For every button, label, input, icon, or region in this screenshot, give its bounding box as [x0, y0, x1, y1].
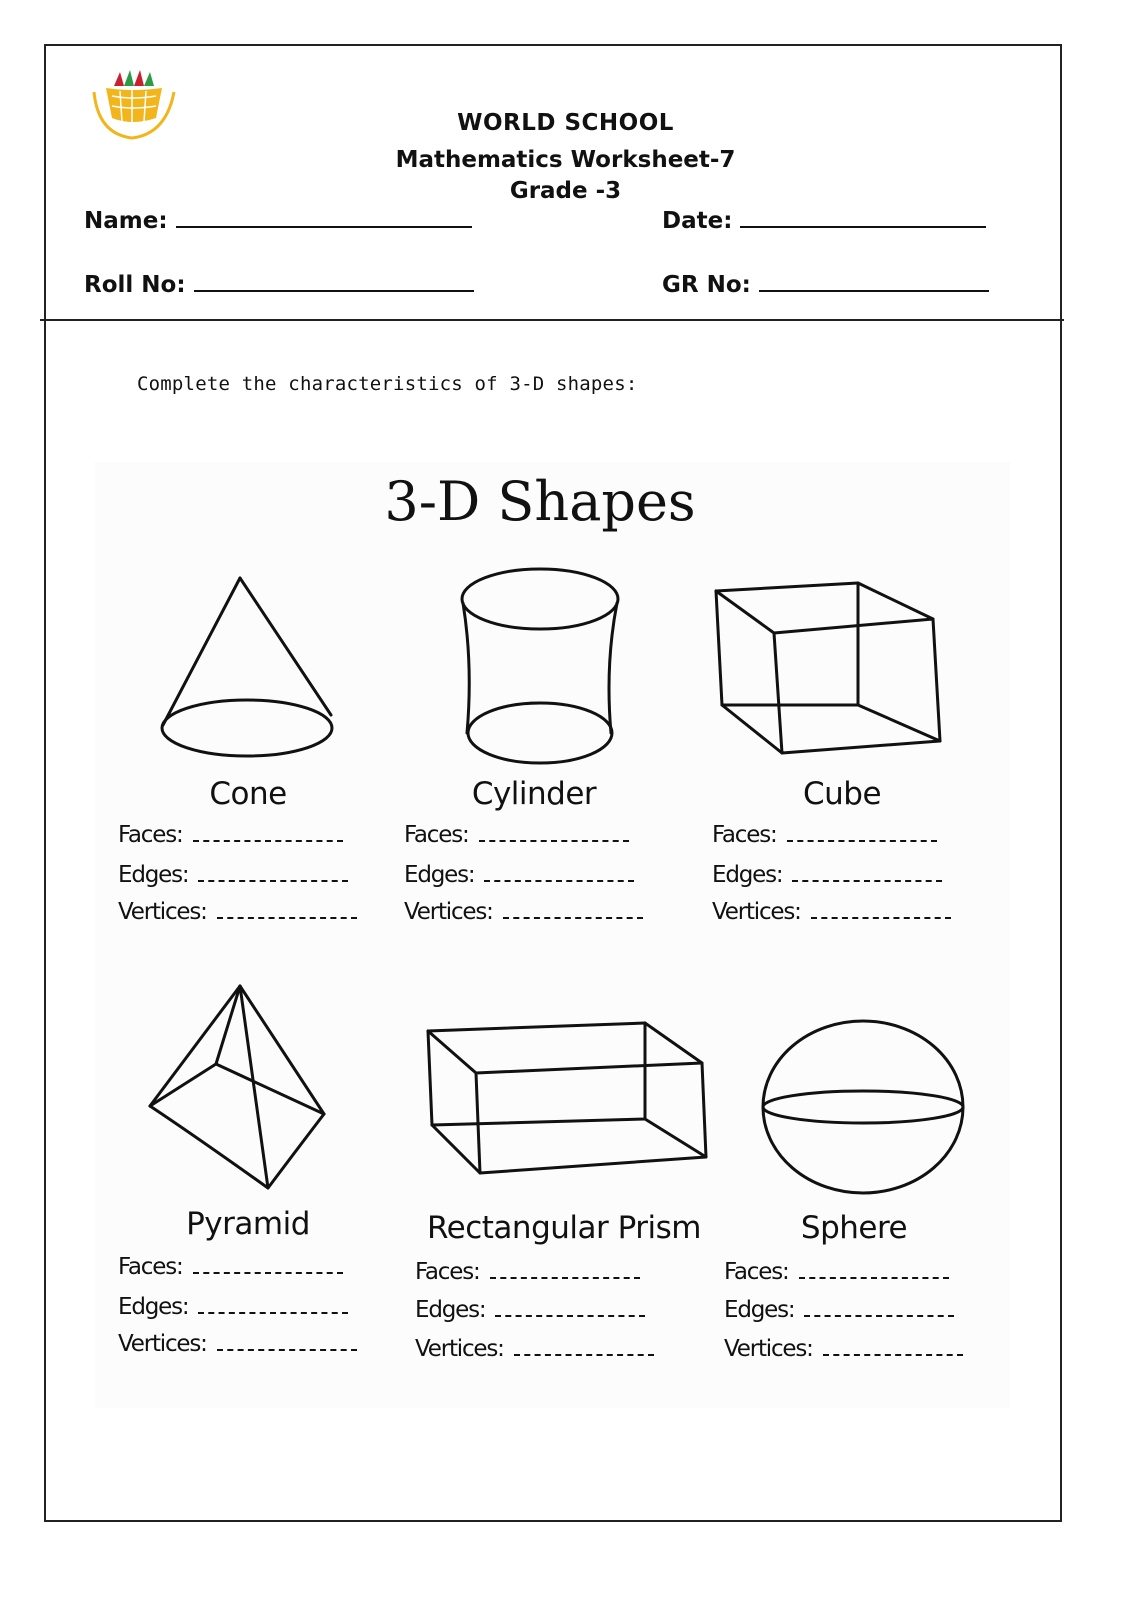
school-name: WORLD SCHOOL [457, 110, 674, 136]
shape-name-cylinder: Cylinder [471, 776, 597, 812]
sphere-edges: Edges: [724, 1297, 954, 1323]
cylinder-edges-blank[interactable] [484, 866, 634, 882]
cube-faces-blank[interactable] [787, 826, 937, 842]
gr-field [662, 272, 989, 298]
date-blank[interactable] [740, 208, 986, 228]
sphere-edges-blank[interactable] [804, 1301, 954, 1317]
pyramid-vertices-blank[interactable] [217, 1335, 357, 1351]
name-blank[interactable] [176, 208, 472, 228]
cylinder-faces-blank[interactable] [479, 826, 629, 842]
cone-drawing [155, 570, 340, 765]
rectangular-prism-vertices-blank[interactable] [514, 1340, 654, 1356]
cube-edges-blank[interactable] [792, 866, 942, 882]
rectangular-prism-faces: Faces: [415, 1259, 640, 1285]
shape-name-sphere: Sphere [800, 1210, 908, 1246]
cube-faces: Faces: [712, 822, 937, 848]
cube-edges: Edges: [712, 862, 942, 888]
worksheet-grade: Grade -3 [509, 178, 622, 204]
shape-name-pyramid: Pyramid [186, 1206, 310, 1242]
cone-faces-blank[interactable] [193, 826, 343, 842]
cone-faces: Faces: [118, 822, 343, 848]
date-label: Date: [662, 208, 733, 234]
gr-label: GR No: [662, 272, 751, 298]
rectangular-prism-drawing [420, 1015, 710, 1180]
worksheet-subject: Mathematics Worksheet-7 [395, 147, 736, 173]
header-divider [40, 319, 1064, 321]
roll-label: Roll No: [84, 272, 186, 298]
roll-blank[interactable] [194, 272, 474, 292]
pyramid-vertices: Vertices: [118, 1331, 357, 1357]
pyramid-edges: Edges: [118, 1294, 348, 1320]
cone-edges-blank[interactable] [198, 866, 348, 882]
cylinder-drawing [455, 565, 625, 770]
sphere-vertices: Vertices: [724, 1336, 963, 1362]
pyramid-drawing [138, 978, 333, 1193]
cylinder-edges: Edges: [404, 862, 634, 888]
gr-blank[interactable] [759, 272, 989, 292]
cone-vertices-blank[interactable] [217, 903, 357, 919]
sphere-faces: Faces: [724, 1259, 949, 1285]
name-label: Name: [84, 208, 168, 234]
cone-edges: Edges: [118, 862, 348, 888]
cylinder-vertices-blank[interactable] [503, 903, 643, 919]
sphere-drawing [755, 1015, 975, 1200]
rectangular-prism-vertices: Vertices: [415, 1336, 654, 1362]
rectangular-prism-edges: Edges: [415, 1297, 645, 1323]
cube-vertices-blank[interactable] [811, 903, 951, 919]
pyramid-faces-blank[interactable] [193, 1258, 343, 1274]
cube-vertices: Vertices: [712, 899, 951, 925]
cone-vertices: Vertices: [118, 899, 357, 925]
shape-name-rectangular-prism: Rectangular Prism [427, 1210, 701, 1246]
shape-name-cone: Cone [209, 776, 287, 812]
sphere-faces-blank[interactable] [799, 1263, 949, 1279]
cylinder-faces: Faces: [404, 822, 629, 848]
pyramid-faces: Faces: [118, 1254, 343, 1280]
date-field [662, 208, 986, 234]
cylinder-vertices: Vertices: [404, 899, 643, 925]
rectangular-prism-edges-blank[interactable] [495, 1301, 645, 1317]
cube-drawing [708, 575, 948, 760]
name-field [84, 208, 472, 234]
roll-field [84, 272, 474, 298]
sphere-vertices-blank[interactable] [823, 1340, 963, 1356]
pyramid-edges-blank[interactable] [198, 1298, 348, 1314]
rectangular-prism-faces-blank[interactable] [490, 1263, 640, 1279]
shape-name-cube: Cube [802, 776, 882, 812]
sheet-title: 3-D Shapes [384, 470, 696, 533]
instruction-text: Complete the characteristics of 3-D shapes: [137, 373, 638, 395]
